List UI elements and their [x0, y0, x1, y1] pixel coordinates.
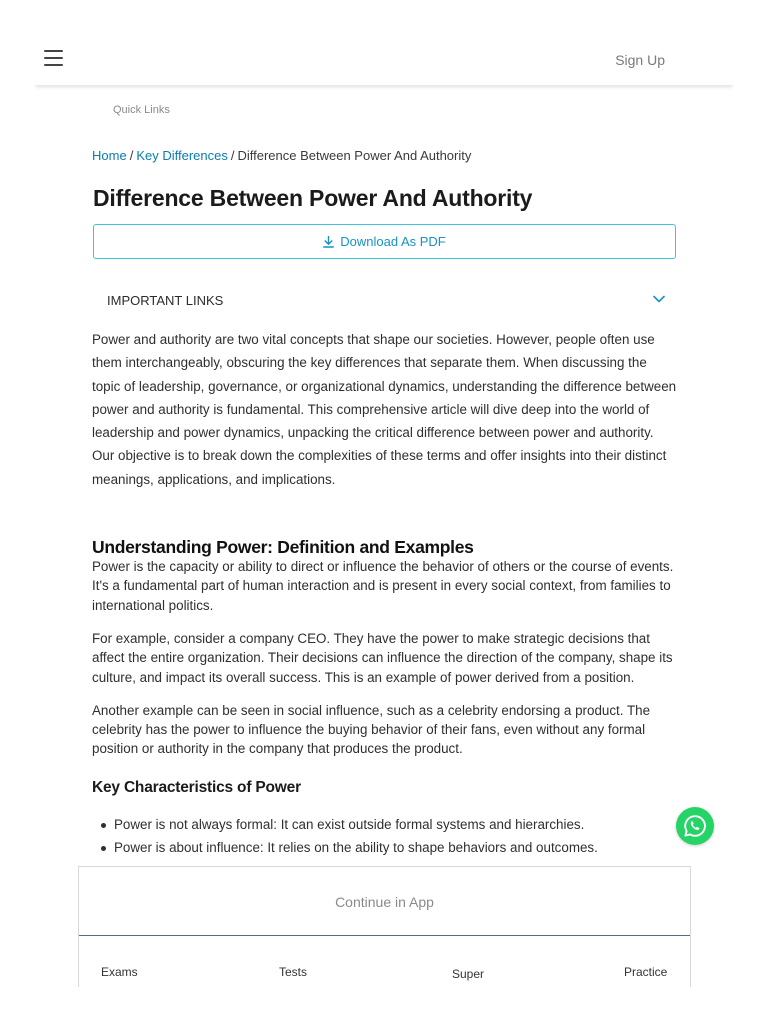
signup-link[interactable]: Sign Up: [615, 52, 665, 68]
page-frame: [35, 35, 733, 987]
section-paragraph: Power is the capacity or ability to direct or influence the behavior of others or the course of events. It's a fundamental part of human interaction and is present in every social context, from families to international politics.: [92, 559, 674, 613]
whatsapp-icon: [683, 814, 707, 838]
continue-in-app-panel: [78, 866, 691, 987]
download-icon: [323, 236, 334, 248]
list-item: Power is about influence: It relies on the ability to shape behaviors and outcomes.: [100, 836, 677, 860]
article-body: [92, 328, 677, 883]
section-heading: Understanding Power: Definition and Examples: [92, 537, 474, 558]
whatsapp-button[interactable]: [676, 807, 714, 845]
breadcrumb-home[interactable]: Home: [92, 148, 127, 163]
top-navbar: [35, 35, 733, 85]
bottom-tab-bar: [79, 936, 690, 987]
important-links-label: IMPORTANT LINKS: [107, 293, 224, 308]
breadcrumb-key-differences[interactable]: Key Differences: [136, 148, 228, 163]
tab-super[interactable]: Super: [452, 967, 485, 981]
download-pdf-label: Download As PDF: [340, 234, 446, 249]
list-item: Power is not always formal: It can exist outside formal systems and hierarchies.: [100, 813, 677, 837]
breadcrumb: [92, 148, 471, 163]
quick-links-label[interactable]: Quick Links: [113, 104, 170, 116]
hamburger-icon[interactable]: [44, 49, 64, 67]
continue-in-app-button[interactable]: Continue in App: [335, 893, 434, 910]
subsection-heading: Key Characteristics of Power: [92, 778, 301, 796]
download-pdf-button[interactable]: [93, 224, 676, 259]
breadcrumb-separator: /: [230, 148, 235, 163]
important-links-toggle[interactable]: [107, 293, 665, 309]
tab-practice[interactable]: Practice: [624, 965, 668, 979]
page-title: Difference Between Power And Authority: [93, 185, 533, 211]
tab-exams[interactable]: Exams: [101, 965, 138, 979]
breadcrumb-separator: /: [129, 148, 134, 163]
section-paragraph: Another example can be seen in social influence, such as a celebrity endorsing a product. The celebrity has the power to influence the buying behavior of their fans, even without any formal position or authority in the company that produces the product.: [92, 702, 651, 757]
chevron-down-icon: [653, 295, 665, 303]
section-paragraph: For example, consider a company CEO. They have the power to make strategic decisions that affect the entire organization. Their decisions can influence the direction of the company, shape its culture, and impact its overall success. This is an example of power derived from a position.: [92, 630, 673, 685]
intro-paragraph: Power and authority are two vital concepts that shape our societies. However, people often use them interchangeably, obscuring the key differences that separate them. When discussing the topic of leadership, governance, or organizational dynamics, understanding the difference between power and authority is fundamental. This comprehensive article will dive deep into the world of leadership and power dynamics, unpacking the critical difference between power and authority. Our objective is to break down the complexities of these terms and offer insights into their distinct meanings, applications, and implications.: [92, 332, 677, 487]
breadcrumb-current: Difference Between Power And Authority: [237, 148, 472, 163]
tab-tests[interactable]: Tests: [279, 965, 308, 979]
